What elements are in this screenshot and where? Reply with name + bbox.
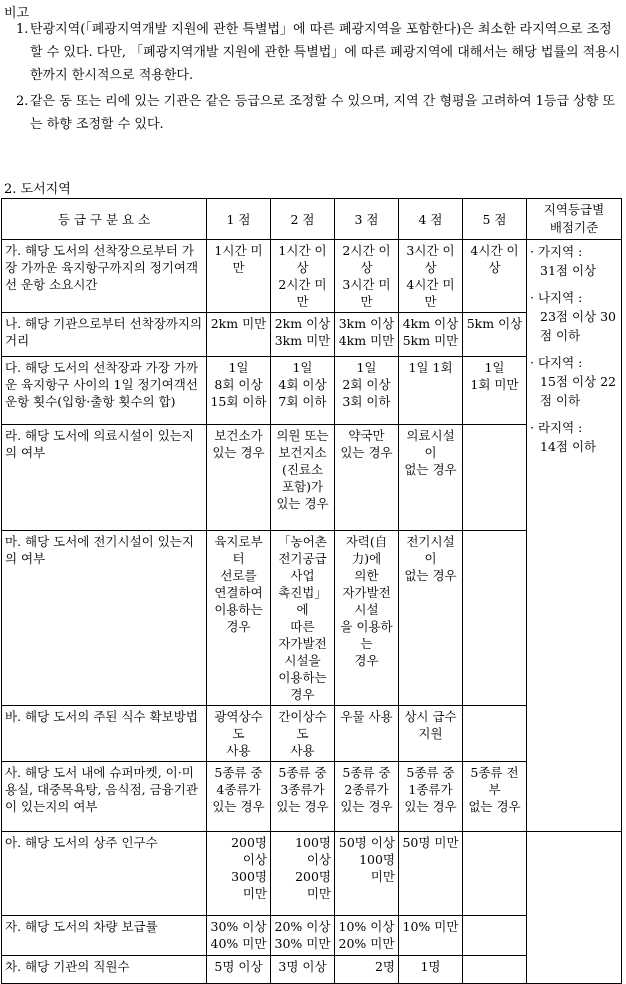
row-cell: [335, 313, 399, 357]
row-cell: [271, 706, 335, 762]
cell-line: 100명: [295, 835, 331, 850]
cell-line: 상시 급수: [404, 709, 457, 724]
standard-value: 31점 이상: [540, 263, 597, 278]
cell-line: 자력(自力)에: [345, 534, 388, 566]
row-cell: [207, 357, 271, 425]
row-cell: [399, 357, 463, 425]
cell-line: 사용: [290, 743, 315, 758]
cell-line: 5명 이상: [214, 959, 263, 974]
cell-line: 있는 경우: [212, 445, 265, 460]
cell-line: 있는 경우: [340, 799, 393, 814]
cell-line: 5종류 중: [278, 765, 327, 780]
cell-line: 5종류 중: [406, 765, 455, 780]
note-number: 1.: [16, 22, 29, 37]
cell-line: 의료시설이: [406, 428, 455, 460]
cell-line: 3명 이상: [278, 959, 327, 974]
cell-line: 1일 1회: [408, 360, 453, 375]
cell-line: 1명: [420, 959, 441, 974]
cell-line: 광역상수도: [214, 709, 263, 741]
standard-value: 23점 이상 30점 이하: [540, 309, 616, 343]
cell-line: 배점기준: [549, 220, 599, 235]
row-item: 사. 해당 도서 내에 슈퍼마켓, 이·미용실, 대중목욕탕, 음식점, 금융기관이 있는지의 여부: [2, 762, 207, 832]
note-text: 탄광지역(「폐광지역개발 지원에 관한 특별법」에 따른 폐광지역을 포함한다)은 최소한 라지역으로 조정할 수 있다. 다만, 「폐광지역개발 지원에 관한 특별법」에 따른 폐광지역에 대해서는 해당 법률의 적용시한까지 한시적으로 적용한다.: [30, 22, 621, 83]
cell-line: 「농어촌: [278, 534, 327, 549]
cell-line: 전기시설이: [406, 534, 455, 566]
row-cell: [335, 240, 399, 313]
standard-label: · 라지역 :: [530, 420, 583, 435]
standard-label: · 나지역 :: [530, 290, 583, 305]
row-cell: [207, 916, 271, 956]
cell-line: 5km 이상: [466, 316, 523, 331]
cell-line: 보건소가: [214, 428, 263, 443]
row-cell: [399, 762, 463, 832]
standard-entry: [530, 418, 618, 456]
cell-line: 5종류 중: [214, 765, 263, 780]
cell-line: 4 점: [418, 211, 443, 227]
header-item: [2, 199, 207, 240]
cell-line: 약국만: [348, 428, 385, 443]
row-cell: [207, 762, 271, 832]
cell-line: 3km 이상: [338, 316, 395, 331]
cell-line: 4km 미만: [338, 333, 395, 348]
cell-line: 우물 사용: [340, 709, 393, 724]
cell-line: 2km 미만: [210, 316, 267, 331]
cell-line: 5종류 중: [342, 765, 391, 780]
header-5-point: [463, 199, 527, 240]
cell-line: 100명: [359, 852, 395, 867]
row-cell: [271, 832, 335, 916]
standard-label: · 가지역 :: [530, 244, 583, 259]
cell-line: 2종류가: [344, 782, 389, 797]
cell-line: 미만: [306, 886, 331, 901]
row-cell: [271, 425, 335, 531]
cell-line: 1일: [228, 360, 249, 375]
standard-entry: [530, 353, 618, 410]
cell-line: 3회 이하: [342, 394, 391, 409]
cell-line: 사용: [226, 743, 251, 758]
cell-line: 포함)가: [281, 479, 324, 494]
notes-title: 비고: [4, 6, 30, 21]
cell-line: 20% 이상: [274, 919, 331, 934]
grade-table: [1, 198, 622, 984]
note-number: 2.: [16, 94, 29, 109]
header-standard: [527, 199, 622, 240]
cell-line: 있는 경우: [404, 799, 457, 814]
cell-line: 이용하는 경우: [278, 670, 327, 702]
cell-line: 2시간 미만: [278, 277, 327, 309]
cell-line: 보건지소: [278, 445, 327, 460]
cell-line: 없는 경우: [468, 799, 521, 814]
row-cell: [463, 531, 527, 706]
cell-line: 있는 경우: [212, 799, 265, 814]
cell-line: 200명: [295, 869, 331, 884]
row-cell: [463, 425, 527, 531]
cell-line: 5종류 전부: [470, 765, 519, 797]
header-1-point: [207, 199, 271, 240]
standard-entry: [530, 242, 618, 280]
cell-line: 10% 이상: [338, 919, 395, 934]
row-item: 바. 해당 도서의 주된 식수 확보방법: [2, 706, 207, 762]
cell-line: 1시간 이상: [278, 243, 327, 275]
cell-line: 1시간 미만: [214, 243, 263, 275]
cell-line: 3시간 미만: [342, 277, 391, 309]
cell-line: 미만: [242, 886, 267, 901]
row-cell: [463, 762, 527, 832]
row-item: 라. 해당 도서에 의료시설이 있는지의 여부: [2, 425, 207, 531]
cell-line: 4시간 미만: [406, 277, 455, 309]
cell-line: 1일: [356, 360, 377, 375]
row-cell: [335, 425, 399, 531]
cell-line: 자가발전시설: [342, 585, 391, 617]
header-2-point: [271, 199, 335, 240]
row-cell: [271, 762, 335, 832]
row-cell: [399, 240, 463, 313]
cell-line: 1일: [292, 360, 313, 375]
row-cell: [335, 762, 399, 832]
row-cell: [207, 531, 271, 706]
cell-line: 자가발전시설을: [278, 636, 327, 668]
cell-line: 경우: [226, 619, 251, 634]
row-item: 가. 해당 도서의 선착장으로부터 가장 가까운 육지항구까지의 정기여객선 운항 소요시간: [2, 240, 207, 313]
cell-line: 3시간 이상: [406, 243, 455, 275]
cell-line: 미만: [370, 869, 395, 884]
cell-line: 연결하여: [214, 585, 263, 600]
cell-line: 8회 이상: [214, 377, 263, 392]
row-cell: [463, 357, 527, 425]
cell-line: 이용하는: [214, 602, 263, 617]
cell-line: (진료소: [281, 462, 324, 477]
cell-line: 이상: [242, 852, 267, 867]
cell-line: 2 점: [290, 211, 315, 227]
table-header-row: [2, 199, 622, 240]
cell-line: 30% 이상: [210, 919, 267, 934]
cell-line: 2회 이상: [342, 377, 391, 392]
cell-line: 있는 경우: [276, 496, 329, 511]
cell-line: 200명: [231, 835, 267, 850]
cell-line: 2km 이상: [274, 316, 331, 331]
row-cell: [207, 706, 271, 762]
row-cell: [207, 313, 271, 357]
cell-line: 촉진법」에: [278, 585, 327, 617]
row-cell: [463, 956, 527, 984]
cell-line: 1회 미만: [470, 377, 519, 392]
row-cell: [207, 832, 271, 916]
row-item: 마. 해당 도서에 전기시설이 있는지의 여부: [2, 531, 207, 706]
row-cell: [335, 531, 399, 706]
cell-line: 50명 이상: [338, 835, 395, 850]
cell-line: 15회 이하: [210, 394, 267, 409]
cell-line: 5km 미만: [402, 333, 459, 348]
cell-line: 4시간 이상: [470, 243, 519, 275]
cell-line: 의한: [354, 568, 379, 583]
standard-entry: [530, 288, 618, 345]
row-cell: [207, 956, 271, 984]
table-row: [2, 240, 622, 313]
cell-line: 지역등급별: [543, 202, 605, 217]
cell-line: 3 점: [354, 211, 379, 227]
row-item: 나. 해당 기관으로부터 선착장까지의 거리: [2, 313, 207, 357]
row-item: 다. 해당 도서의 선착장과 가장 가까운 육지항구 사이의 1일 정기여객선 운항 횟수(입항·출항 횟수의 합): [2, 357, 207, 425]
header-4-point: [399, 199, 463, 240]
row-cell: [271, 357, 335, 425]
cell-line: 등 급 구 분 요 소: [57, 211, 151, 227]
row-cell: [463, 240, 527, 313]
row-cell: [271, 956, 335, 984]
cell-line: 있는 경우: [340, 445, 393, 460]
row-cell: [207, 240, 271, 313]
row-cell: [399, 706, 463, 762]
standard-value: 14점 이하: [540, 439, 597, 454]
row-cell: [399, 832, 463, 916]
cell-line: 3종류가: [280, 782, 325, 797]
cell-line: 40% 미만: [210, 936, 267, 951]
cell-line: 1일: [484, 360, 505, 375]
note-item-2: [16, 90, 622, 136]
row-cell: [271, 313, 335, 357]
row-cell: [271, 916, 335, 956]
cell-line: 간이상수도: [278, 709, 327, 741]
cell-line: 4km 이상: [402, 316, 459, 331]
cell-line: 경우: [354, 653, 379, 668]
cell-line: 없는 경우: [404, 568, 457, 583]
cell-line: 따른: [290, 619, 315, 634]
header-3-point: [335, 199, 399, 240]
cell-line: 지원: [418, 726, 443, 741]
row-cell: [335, 956, 399, 984]
cell-line: 7회 이하: [278, 394, 327, 409]
row-cell: [335, 916, 399, 956]
row-cell: [399, 313, 463, 357]
cell-line: 선로를: [220, 568, 257, 583]
row-cell: [335, 706, 399, 762]
row-cell: [463, 832, 527, 916]
cell-line: 1종류가: [408, 782, 453, 797]
row-cell: [399, 956, 463, 984]
row-cell: [399, 425, 463, 531]
cell-line: 30% 미만: [274, 936, 331, 951]
cell-line: 3km 미만: [274, 333, 331, 348]
cell-line: 300명: [231, 869, 267, 884]
row-cell: [399, 531, 463, 706]
cell-line: 4종류가: [216, 782, 261, 797]
cell-line: 없는 경우: [404, 462, 457, 477]
row-item: 자. 해당 도서의 차량 보급률: [2, 916, 207, 956]
row-cell: [463, 706, 527, 762]
cell-line: 전기공급사업: [278, 551, 327, 583]
note-item-1: [16, 18, 622, 87]
cell-line: 50명 미만: [402, 835, 459, 850]
row-cell: [399, 916, 463, 956]
cell-line: 의원 또는: [276, 428, 329, 443]
grade-standards: [527, 240, 622, 832]
row-item: 차. 해당 기관의 직원수: [2, 956, 207, 984]
cell-line: 4회 이상: [278, 377, 327, 392]
standard-label: · 다지역 :: [530, 355, 583, 370]
cell-line: 있는 경우: [276, 799, 329, 814]
row-cell: [207, 425, 271, 531]
cell-line: 2시간 이상: [342, 243, 391, 275]
section-title: 2. 도서지역: [4, 182, 71, 197]
row-cell: [335, 357, 399, 425]
cell-line: 20% 미만: [338, 936, 395, 951]
note-text: 같은 동 또는 리에 있는 기관은 같은 등급으로 조정할 수 있으며, 지역 간 형평을 고려하여 1등급 상향 또는 하향 조정할 수 있다.: [30, 94, 615, 132]
empty-cell: [527, 832, 622, 984]
row-item: 아. 해당 도서의 상주 인구수: [2, 832, 207, 916]
cell-line: 을 이용하는: [340, 619, 393, 651]
row-cell: [463, 313, 527, 357]
table-row: [2, 832, 622, 916]
row-cell: [463, 916, 527, 956]
cell-line: 2명: [374, 959, 395, 974]
cell-line: 이상: [306, 852, 331, 867]
row-cell: [335, 832, 399, 916]
row-cell: [271, 531, 335, 706]
cell-line: 5 점: [482, 211, 507, 227]
standard-value: 15점 이상 22점 이하: [540, 374, 616, 408]
cell-line: 육지로부터: [214, 534, 263, 566]
cell-line: 10% 미만: [402, 919, 459, 934]
row-cell: [271, 240, 335, 313]
cell-line: 1 점: [226, 211, 251, 227]
